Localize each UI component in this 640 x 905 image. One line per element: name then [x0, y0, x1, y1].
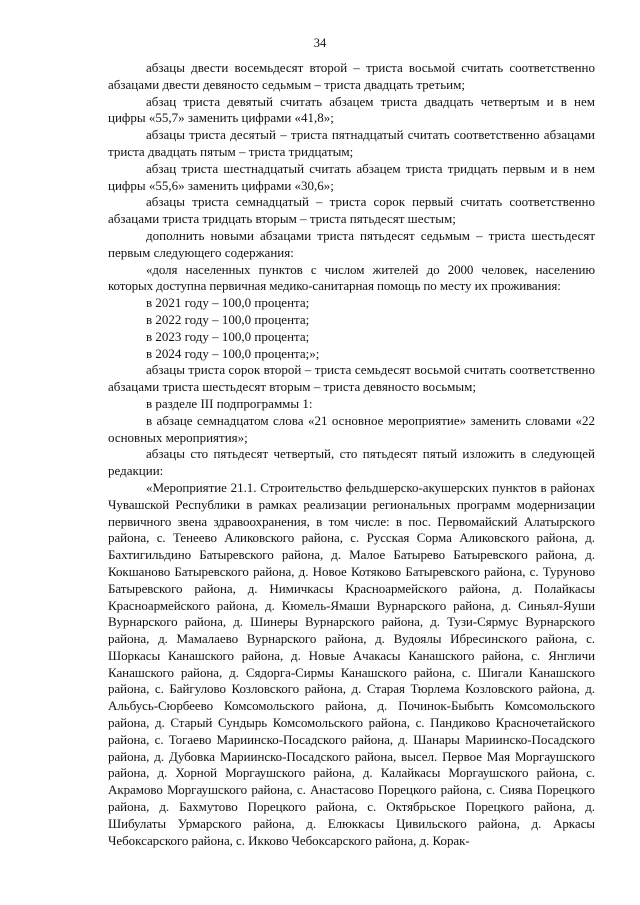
paragraph-3: абзацы триста десятый – триста пятнадцатый считать соответственно абзацами триста двадцать пятым – триста тридцатым;	[108, 127, 595, 159]
page-number: 34	[313, 36, 327, 50]
paragraph-2: абзац триста девятый считать абзацем триста двадцать четвертым и в нем цифры «55,7» заменить цифрами «41,8»;	[108, 93, 595, 126]
paragraph-year-2024: в 2024 году – 100,0 процента;»;	[146, 345, 320, 361]
paragraph-13: в разделе III подпрограммы 1:	[146, 395, 313, 411]
paragraph-measure-21-1: «Мероприятие 21.1. Строительство фельдшерско-акушерских пунктов в районах Чувашской Республики в рамках реализации региональных программ модернизации первичного звена здравоохранения, в том числе: в пос. Первомайский Алатырского района, с. Тенеево Аликовского района, с. Русская Сорма Аликовского района, д. Бахтигильдино Батыревского района, д. Малое Батырево Батыревского района, д. Кокшаново Батыревского района, д. Новое Котяково Батыревского района, с. Туруново Батыревского района, д. Нимичкасы Красноармейского района, д. Полайкасы Красноармейского района, д. Кюмель-Ямаши Вурнарского района, д. Синьял-Яуши Вурнарского района, д. Шинеры Вурнарского района, д. Тузи-Сярмус Вурнарского района, д. Мамалаево Вурнарского района, д. Вудоялы Ибресинского района, с. Шоркасы Канашского района, д. Новые Ачакасы Канашского района, с. Янгличи Канашского района, д. Сядорга-Сирмы Канашского района, с. Шигали Канашского района, с. Байгулово Козловского района, д. Старая Тюрлема Козловского района, д. Альбусь-Сюрбеево Комсомольского района, д. Починок-Быбыть Комсомольского района, д. Старый Сундырь Комсомольского района, с. Пандиково Красночетайского района, с. Тогаево Мариинско-Посадского района, д. Шанары Мариинско-Посадского района, д. Дубовка Мариинско-Посадского района, высел. Первое Мая Моргаушского района, д. Хорной Моргаушского района, д. Калайкасы Моргаушского района, с. Акрамово Моргаушского района, с. Анастасово Порецкого района, с. Сиява Порецкого района, д. Бахмутово Порецкого района, с. Октябрьское Порецкого района, д. Шибулаты Урмарского района, д. Елюккасы Цивильского района, д. Аркасы Чебоксарского района, с. Икково Чебоксарского района, д. Корак-	[108, 479, 595, 848]
paragraph-7: «доля населенных пунктов с числом жителей до 2000 человек, населению которых доступна первичная медико-санитарная помощь по месту их проживания:	[108, 261, 595, 294]
paragraph-14: в абзаце семнадцатом слова «21 основное мероприятие» заменить словами «22 основных мероприятия»;	[108, 412, 595, 445]
paragraph-5: абзацы триста семнадцатый – триста сорок первый считать соответственно абзацами триста тридцать вторым – триста пятьдесят шестым;	[108, 194, 595, 227]
paragraph-1: абзацы двести восемьдесят второй – триста восьмой считать соответственно абзацами двести девяносто седьмым – триста двадцать третьим;	[108, 60, 595, 92]
paragraph-4: абзац триста шестнадцатый считать абзацем триста тридцать первым и в нем цифры «55,6» заменить цифрами «30,6»;	[108, 160, 595, 193]
paragraph-year-2023: в 2023 году – 100,0 процента;	[146, 328, 310, 344]
paragraph-15: абзацы сто пятьдесят четвертый, сто пятьдесят пятый изложить в следующей редакции:	[108, 446, 595, 479]
paragraph-year-2021: в 2021 году – 100,0 процента;	[146, 295, 310, 311]
paragraph-year-2022: в 2022 году – 100,0 процента;	[146, 311, 310, 327]
document-body	[108, 60, 595, 849]
paragraph-6: дополнить новыми абзацами триста пятьдесят седьмым – триста шестьдесят первым следующего содержания:	[108, 227, 595, 260]
paragraph-12: абзацы триста сорок второй – триста семьдесят восьмой считать соответственно абзацами триста шестьдесят вторым – триста девяносто восьмым;	[108, 362, 595, 395]
